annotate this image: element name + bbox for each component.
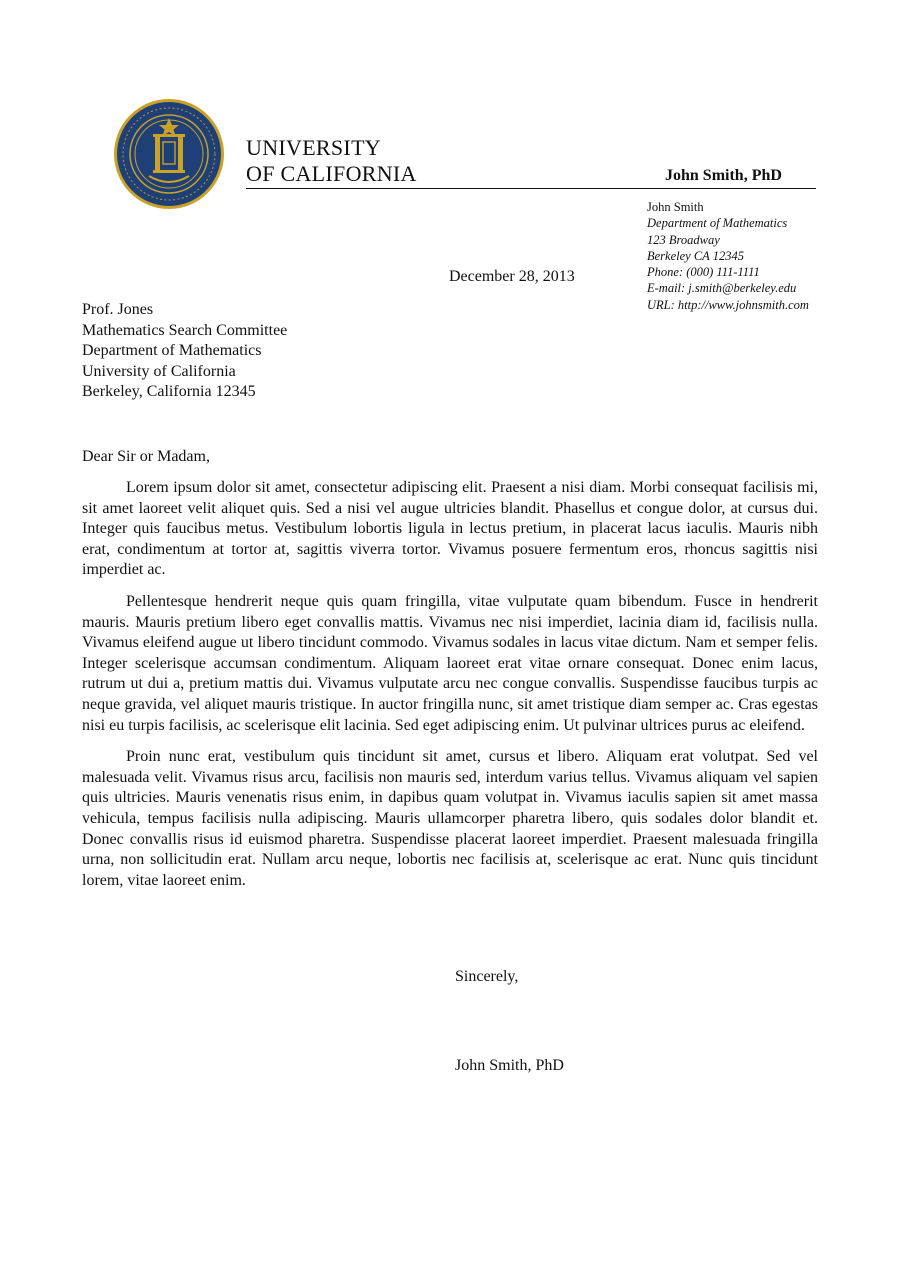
sender-url: URL: http://www.johnsmith.com [647, 297, 809, 312]
recipient-address [82, 300, 287, 403]
body-paragraph-2: Pellentesque hendrerit neque quis quam fringilla, vitae vulputate quam bibendum. Fusce in hendrerit mauris. Mauris pretium libero eget convallis mattis. Vivamus nec nisi imperdiet, lacinia diam id, facilisis nulla. Vivamus eleifend augue ut libero tincidunt commodo. Vivamus sodales in lacus vitae dictum. Nam et semper felis. Integer scelerisque accumsan condimentum. Aliquam laoreet erat vitae ornare consequat. Donec enim lacus, rutrum ut dui a, pretium mattis dui. Vivamus vulputate arcu nec congue convallis. Suspendisse faucibus turpis ac neque gravida, vel aliquet mauris tristique. In auctor fringilla nunc, sit amet tristique diam semper ac. Cras egestas nisi eu turpis facilisis, ac scelerisque elit lacinia. Sed eget adipiscing enim. Ut pulvinar ultrices purus ac eleifend. [82, 592, 818, 734]
institution-line-1: UNIVERSITY [246, 135, 381, 160]
salutation: Dear Sir or Madam, [82, 448, 210, 465]
sender-email: E-mail: j.smith@berkeley.edu [647, 281, 797, 296]
recipient-line-3: Department of Mathematics [82, 342, 262, 360]
institution-name [246, 135, 417, 187]
signature-name: John Smith, PhD [455, 1057, 564, 1074]
sender-phone: Phone: (000) 111-1111 [647, 265, 760, 280]
sender-city: Berkeley CA 12345 [647, 248, 744, 263]
sender-name: John Smith [647, 200, 704, 214]
sender-street: 123 Broadway [647, 232, 720, 247]
letter-date: December 28, 2013 [449, 268, 575, 285]
letterhead-rule [246, 188, 816, 189]
sender-name-title: John Smith, PhD [665, 167, 782, 184]
body-paragraph-1: Lorem ipsum dolor sit amet, consectetur adipiscing elit. Praesent a nisi diam. Morbi consequat facilisis mi, sit amet laoreet velit aliquet quis. Sed a nisi vel augue ultricies blandit. Phasellus et congue dolor, at cursus dui. Integer quis faucibus metus. Vestibulum lobortis ligula in lectus pretium, in placerat lacus iaculis. Mauris nibh erat, condimentum at tortor at, sagittis viverra tortor. Vivamus posuere fermentum eros, rhoncus sagittis nisi imperdiet ac. [82, 479, 818, 579]
body-paragraph-3: Proin nunc erat, vestibulum quis tincidunt sit amet, cursus et libero. Aliquam erat volutpat. Sed vel malesuada velit. Vivamus risus arcu, facilisis non mauris sed, interdum varius tellus. Vivamus aliquam vel sapien quis ultricies. Mauris venenatis risus enim, in dapibus quam volutpat in. Vivamus iaculis sapien sit amet massa vehicula, tempus facilisis nulla adipiscing. Mauris ullamcorper pharetra libero, quis sodales dolor blandit et. Donec convallis risus id euismod pharetra. Suspendisse placerat laoreet imperdiet. Praesent malesuada fringilla urna, non sollicitudin erat. Nullam arcu neque, lobortis nec facilisis at, scelerisque ac erat. Nunc quis tincidunt lorem, vitae laoreet enim. [82, 748, 818, 889]
sender-contact-block [647, 199, 809, 313]
university-seal-icon [113, 98, 225, 210]
sender-department: Department of Mathematics [647, 216, 788, 231]
recipient-line-5: Berkeley, California 12345 [82, 383, 256, 401]
letter-body [82, 478, 818, 902]
recipient-line-2: Mathematics Search Committee [82, 321, 288, 339]
institution-line-2: OF CALIFORNIA [246, 161, 417, 186]
recipient-line-4: University of California [82, 362, 236, 380]
recipient-line-1: Prof. Jones [82, 301, 154, 318]
closing: Sincerely, [455, 968, 519, 985]
